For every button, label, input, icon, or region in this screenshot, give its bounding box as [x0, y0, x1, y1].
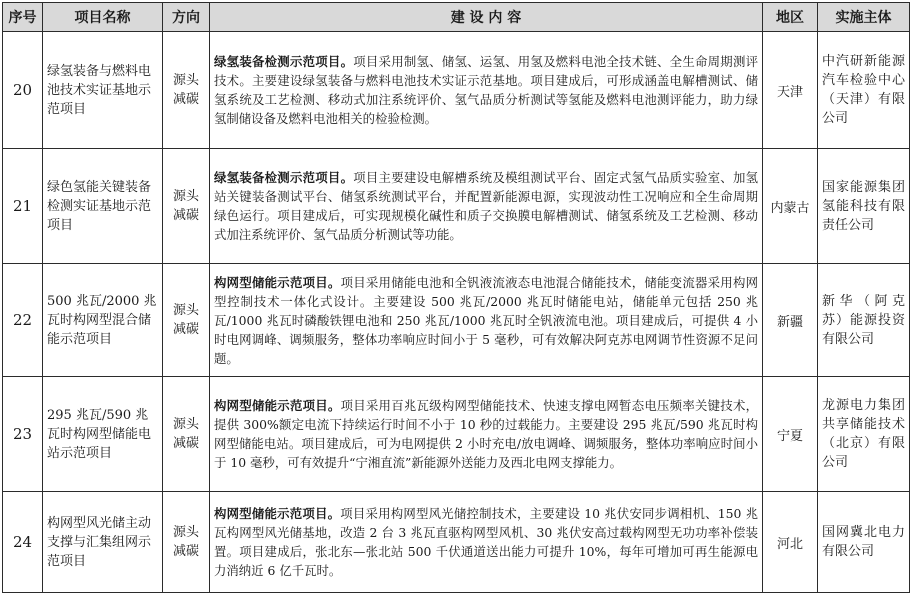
- row-direction: [163, 377, 210, 492]
- row-seq: 21: [3, 149, 43, 264]
- direction-line: 减碳: [172, 92, 199, 107]
- row-region: 天津: [763, 32, 818, 149]
- row-direction: [163, 32, 210, 149]
- row-direction: [163, 149, 210, 264]
- table-row: [3, 32, 910, 149]
- header-owner: 实施主体: [818, 3, 910, 32]
- row-project-name: 500 兆瓦/2000 兆瓦时构网型混合储能示范项目: [43, 264, 163, 377]
- row-owner: 中汽研新能源汽车检验中心（天津）有限公司: [818, 32, 910, 149]
- row-region: 新疆: [763, 264, 818, 377]
- direction-line: 源头: [172, 525, 199, 540]
- row-seq: 23: [3, 377, 43, 492]
- table-row: [3, 492, 910, 593]
- row-direction: [163, 492, 210, 593]
- row-seq: 24: [3, 492, 43, 593]
- direction-line: 源头: [172, 73, 199, 88]
- table-row: [3, 377, 910, 492]
- content-title: 绿氢装备检测示范项目。: [214, 54, 354, 69]
- row-seq: 20: [3, 32, 43, 149]
- content-body: 项目采用构网型风光储控制技术，主要建设 10 兆伏安同步调相机、150 兆瓦构网型风光储基地，改造 2 台 3 兆瓦直驱构网型风机、30 兆伏安高过载构网型无功功率补偿装置。项目建成后，张北东—张北站 500 千伏通道送出能力可提升 10%，每年可增加可再生能源电力消纳近 6 亿千瓦时。: [214, 506, 759, 578]
- direction-line: 减碳: [172, 322, 199, 337]
- row-region: 河北: [763, 492, 818, 593]
- row-project-name: 构网型风光储主动支撑与汇集组网示范项目: [43, 492, 163, 593]
- project-table: [2, 2, 910, 593]
- row-project-name: 绿色氢能关键装备检测实证基地示范项目: [43, 149, 163, 264]
- row-region: 宁夏: [763, 377, 818, 492]
- table-row: [3, 264, 910, 377]
- row-direction: [163, 264, 210, 377]
- row-owner: 龙源电力集团共享储能技术（北京）有限公司: [818, 377, 910, 492]
- direction-line: 减碳: [172, 544, 199, 559]
- direction-line: 源头: [172, 189, 199, 204]
- content-body: 项目采用百兆瓦级构网型储能技术、快速支撑电网暂态电压频率关键技术，提供 300%额定电流下持续运行时间不小于 10 秒的过载能力。主要建设 295 兆瓦/590 兆瓦时构网型储能电站。项目建成后，可为电网提供 2 小时充电/放电调峰、调频服务，整体功率响应时间小于 10 毫秒，可有效提升“宁湘直流”新能源外送能力及西北电网支撑能力。: [214, 398, 759, 470]
- header-seq: 序号: [3, 3, 43, 32]
- content-body: 项目主要建设电解槽系统及模组测试平台、固定式氢气品质实验室、加氢站关键装备测试平台、储氢系统测试平台，并配置新能源电源，实现波动性工况响应和全生命周期绿色运行。项目建成后，可实现规模化碱性和质子交换膜电解槽测试、储氢系统及工艺检测、移动式加注系统评价、氢气品质分析测试等功能。: [214, 170, 759, 242]
- header-content: 建 设 内 容: [210, 3, 763, 32]
- direction-line: 减碳: [172, 208, 199, 223]
- row-owner: 国家能源集团氢能科技有限责任公司: [818, 149, 910, 264]
- direction-line: 源头: [172, 417, 199, 432]
- table-row: [3, 149, 910, 264]
- row-owner: 国网冀北电力有限公司: [818, 492, 910, 593]
- direction-line: 减碳: [172, 436, 199, 451]
- row-content: [210, 264, 763, 377]
- row-seq: 22: [3, 264, 43, 377]
- row-owner: 新华（阿克苏）能源投资有限公司: [818, 264, 910, 377]
- row-content: [210, 492, 763, 593]
- content-body: 项目采用储能电池和全钒液流液态电池混合储能技术，储能变流器采用构网型控制技术一体化式设计。主要建设 500 兆瓦/2000 兆瓦时储能电站，储能单元包括 250 兆瓦/1000 兆瓦时磷酸铁锂电池和 250 兆瓦/1000 兆瓦时全钒液流电池。项目建成后，可提供 4 小时电网调峰、调频服务，整体功率响应时间小于 5 毫秒，可有效解决阿克苏电网调节性资源不足问题。: [214, 274, 759, 366]
- content-title: 绿氢装备检测示范项目。: [214, 170, 354, 185]
- row-region: 内蒙古: [763, 149, 818, 264]
- content-title: 构网型储能示范项目。: [214, 274, 341, 290]
- row-content: [210, 32, 763, 149]
- row-content: [210, 377, 763, 492]
- content-body: 项目采用制氢、储氢、运氢、用氢及燃料电池全技术链、全生命周期测评技术。主要建设绿氢装备与燃料电池技术实证示范基地。项目建成后，可形成涵盖电解槽测试、储氢系统及工艺检测、移动式加注系统评价、氢气品质分析测试等氢能及燃料电池测评能力，助力绿氢制储设备及燃料电池相关的检验检测。: [214, 54, 759, 126]
- row-project-name: 绿氢装备与燃料电池技术实证基地示范项目: [43, 32, 163, 149]
- header-project-name: 项目名称: [43, 3, 163, 32]
- header-direction: 方向: [163, 3, 210, 32]
- content-title: 构网型储能示范项目。: [214, 398, 341, 413]
- content-title: 构网型储能示范项目。: [214, 506, 341, 521]
- row-content: [210, 149, 763, 264]
- header-region: 地区: [763, 3, 818, 32]
- row-project-name: 295 兆瓦/590 兆瓦时构网型储能电站示范项目: [43, 377, 163, 492]
- header-row: [3, 3, 910, 32]
- direction-line: 源头: [172, 303, 199, 318]
